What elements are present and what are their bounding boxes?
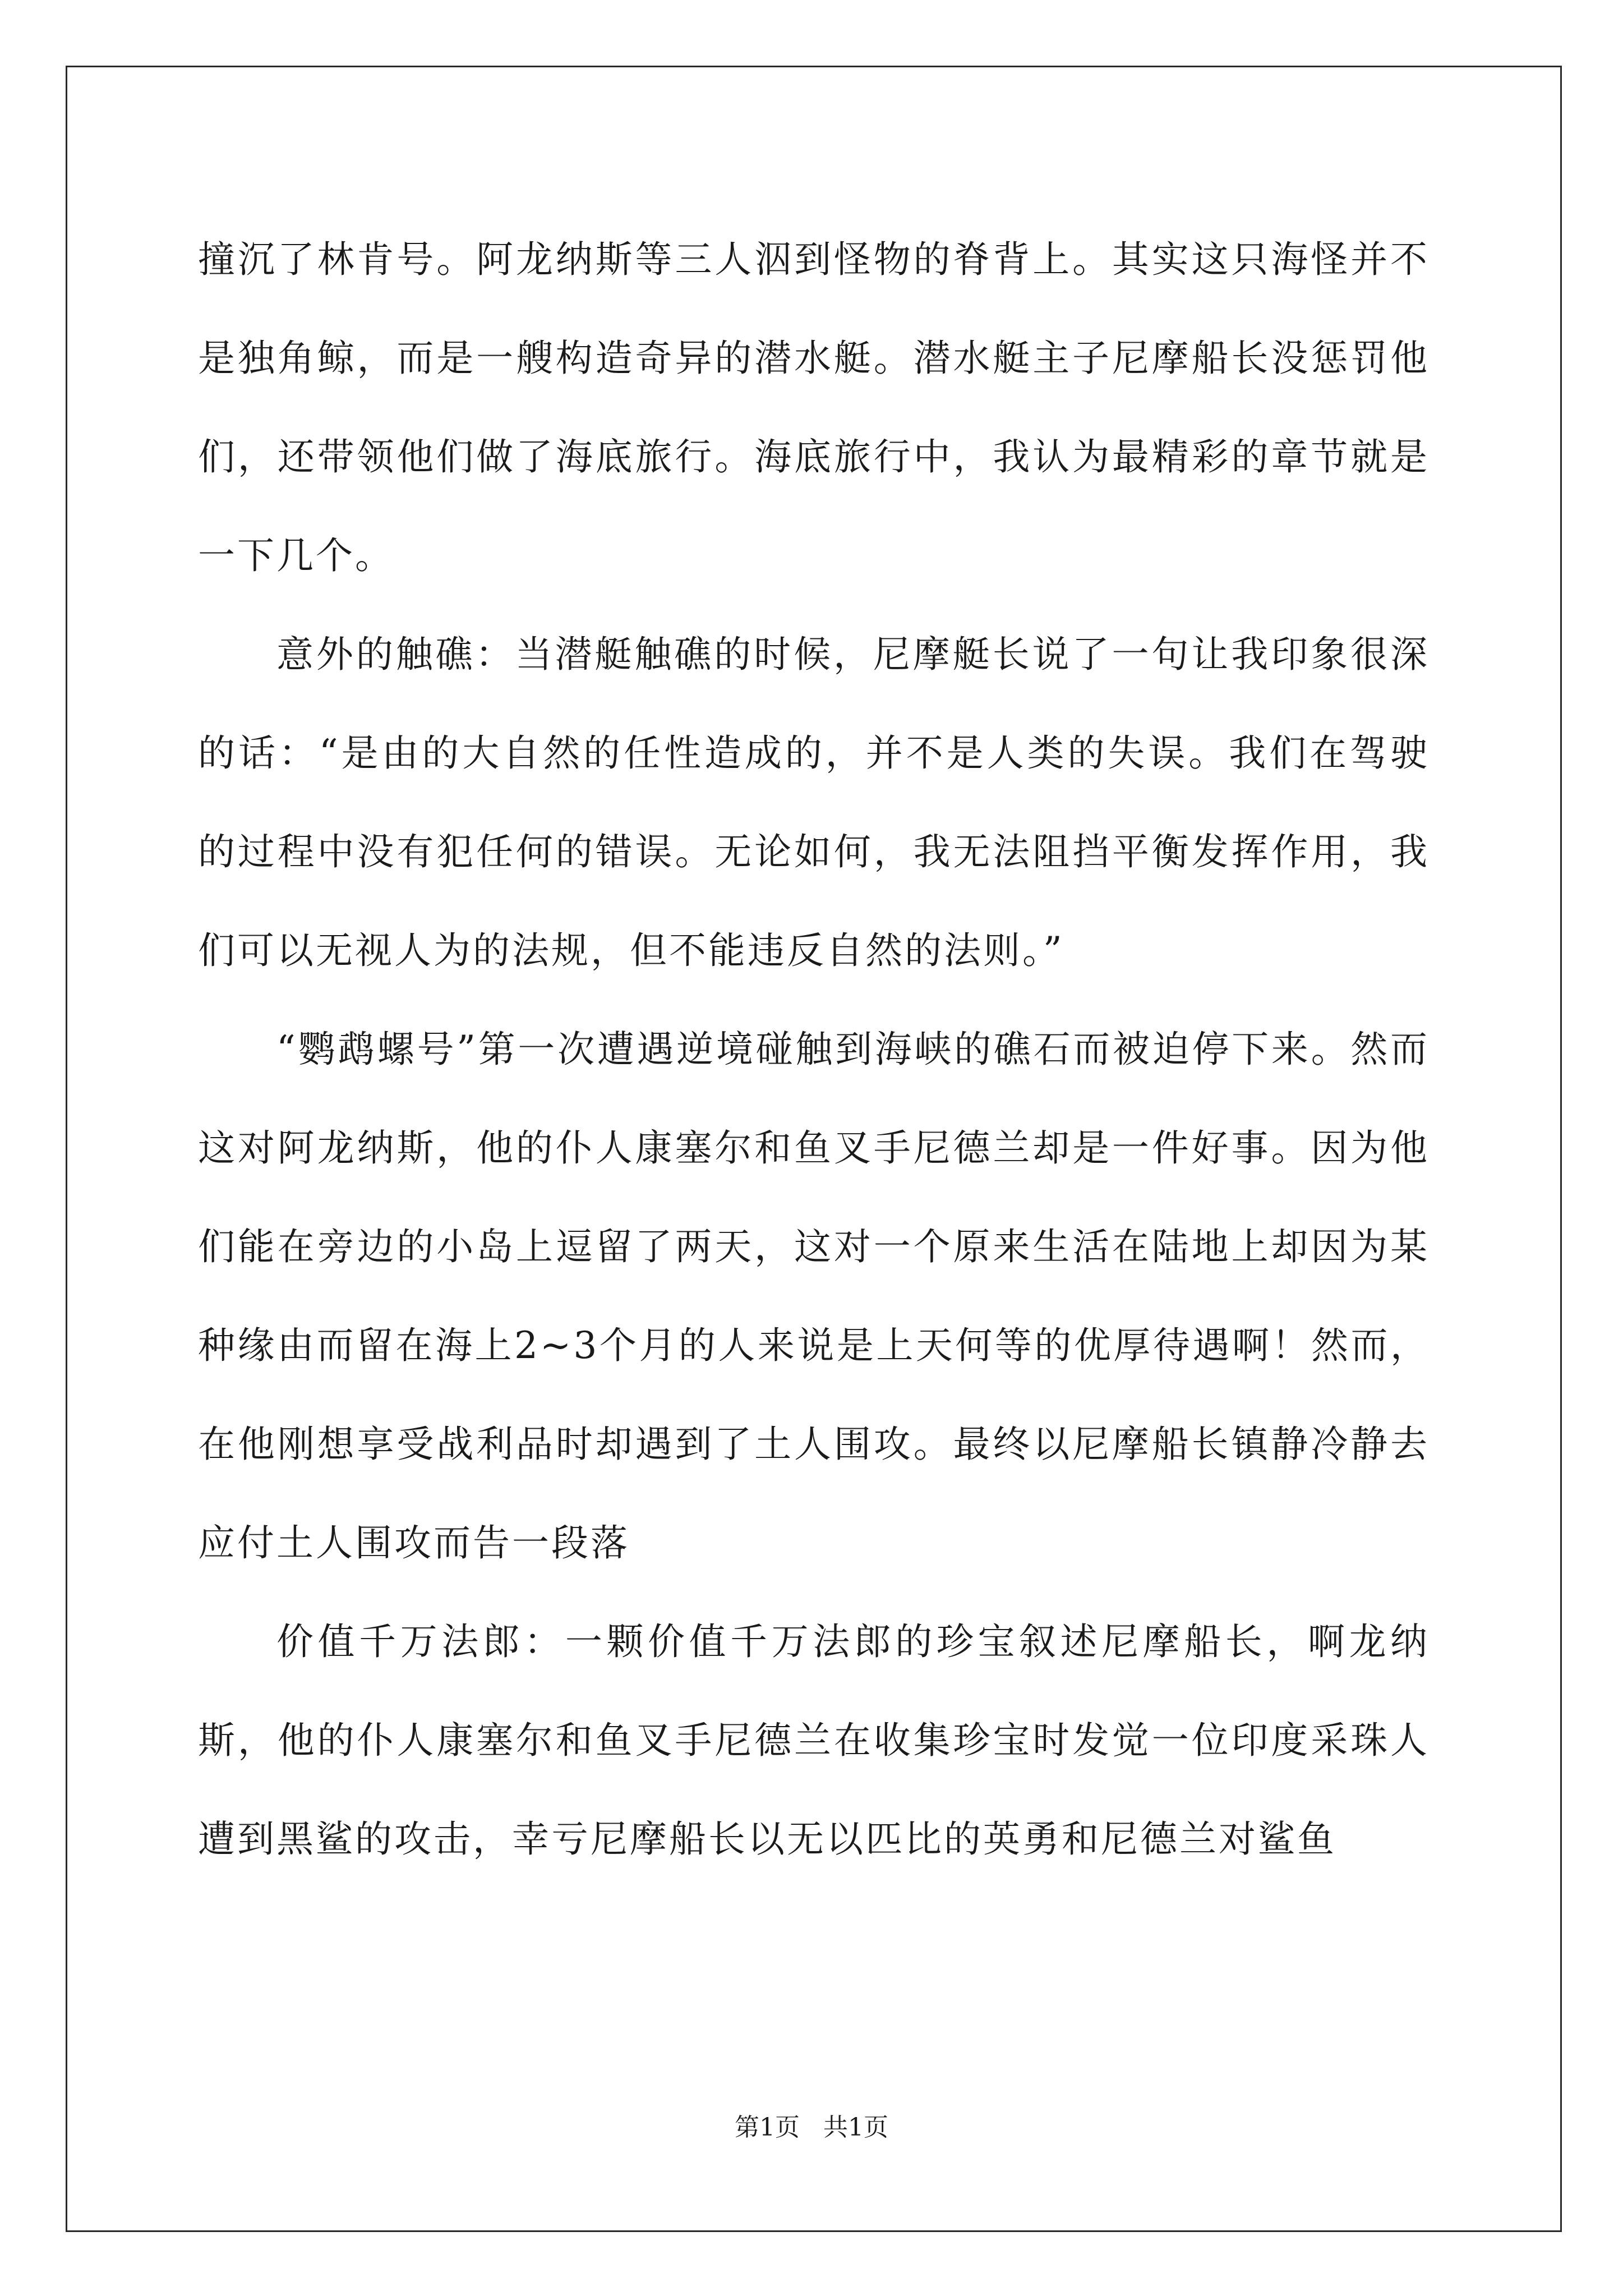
paragraph-2: 意外的触礁：当潜艇触礁的时候，尼摩艇长说了一句让我印象很深的话：“是由的大自然的任性造成的，并不是人类的失误。我们在驾驶的过程中没有犯任何的错误。无论如何，我无法阻挡平衡发挥作用，我们可以无视人为的法规，但不能违反自然的法则。”	[198, 633, 1430, 972]
page-number: 第1页	[735, 2113, 800, 2142]
paragraph-4: 价值千万法郎：一颗价值千万法郎的珍宝叙述尼摩船长，啊龙纳斯，他的仆人康塞尔和鱼叉手尼德兰在收集珍宝时发觉一位印度采珠人遭到黑鲨的攻击，幸亏尼摩船长以无以匹比的英勇和尼德兰对鲨鱼	[198, 1620, 1430, 1861]
page-total: 共1页	[823, 2113, 888, 2142]
paragraph-3: “鹦鹉螺号”第一次遭遇逆境碰触到海峡的礁石而被迫停下来。然而这对阿龙纳斯，他的仆人康塞尔和鱼叉手尼德兰却是一件好事。因为他们能在旁边的小岛上逗留了两天，这对一个原来生活在陆地上却因为某种缘由而留在海上2~3个月的人来说是上天何等的优厚待遇啊！然而，在他刚想享受战利品时却遇到了土人围攻。最终以尼摩船长镇静冷静去应付土人围攻而告一段落	[198, 1028, 1430, 1565]
footer-spacer	[800, 2113, 823, 2142]
document-body	[198, 210, 1430, 1889]
paragraph-1: 撞沉了林肯号。阿龙纳斯等三人泅到怪物的脊背上。其实这只海怪并不是独角鲸，而是一艘构造奇异的潜水艇。潜水艇主子尼摩船长没惩罚他们，还带领他们做了海底旅行。海底旅行中，我认为最精彩的章节就是一下几个。	[198, 238, 1430, 577]
page-footer	[0, 2111, 1623, 2145]
